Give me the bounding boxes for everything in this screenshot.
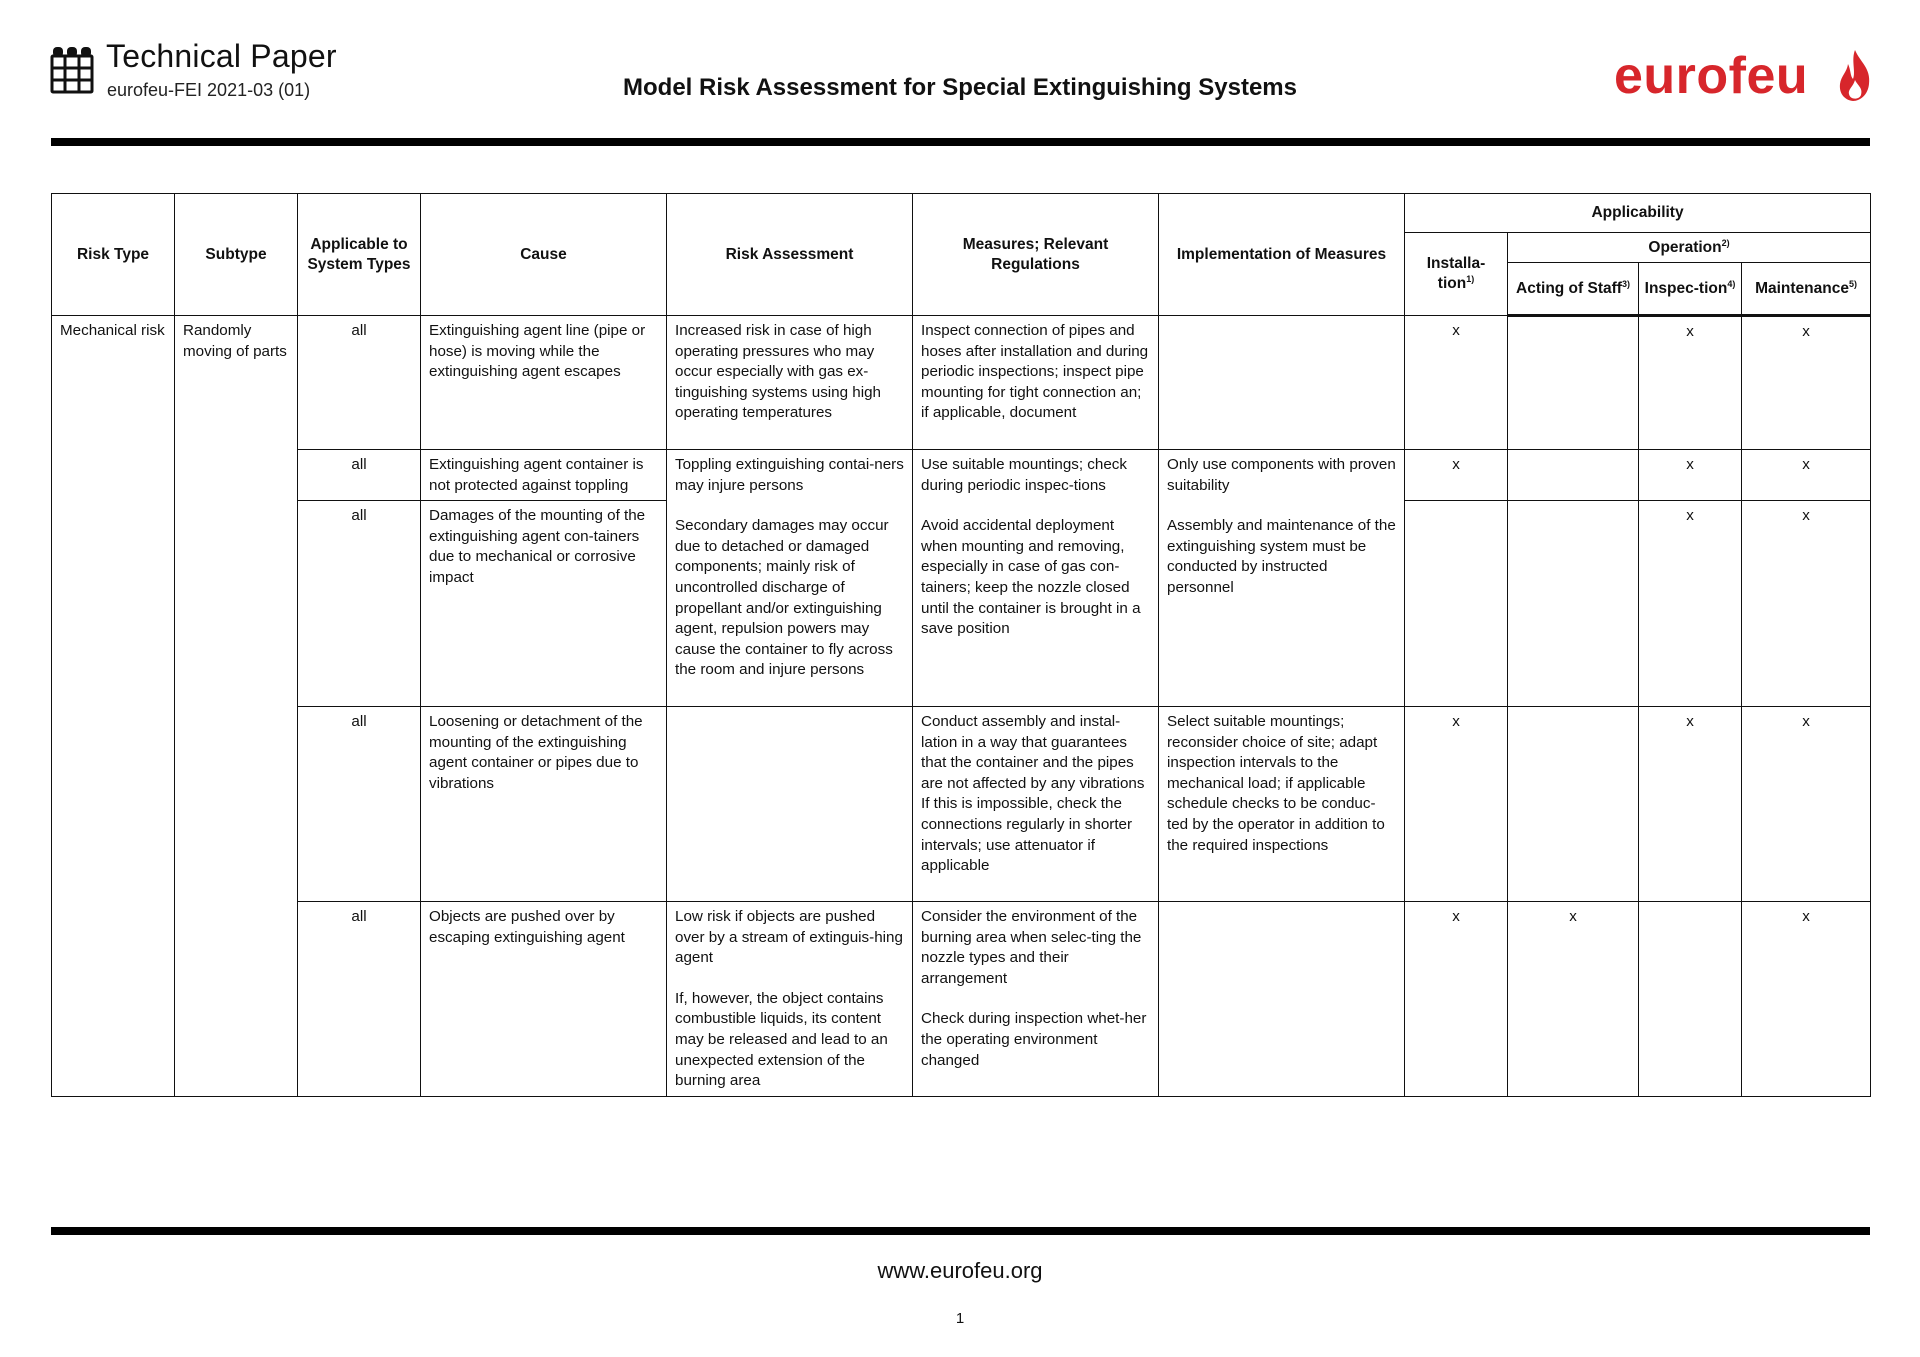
acting-staff-mark bbox=[1508, 316, 1639, 450]
risk-type-cell: Mechanical risk bbox=[52, 316, 175, 1097]
measures-cell bbox=[913, 450, 1159, 707]
header-risk-type: Risk Type bbox=[52, 194, 175, 316]
risk-assessment-paragraph: If, however, the object contains combustible liquids, its content may be released and lead to an unexpected extension of the burning area bbox=[675, 989, 888, 1090]
maintenance-footnote-mark: 5) bbox=[1848, 278, 1857, 289]
implementation-paragraph: Assembly and maintenance of the extinguishing system must be conducted by instructed personnel bbox=[1167, 517, 1396, 596]
header-measures: Measures; Relevant Regulations bbox=[913, 194, 1159, 316]
maintenance-mark: x bbox=[1742, 316, 1871, 450]
table-row bbox=[52, 902, 1871, 1097]
installation-mark: x bbox=[1405, 902, 1508, 1097]
cause-cell: Extinguishing agent container is not protected against toppling bbox=[421, 450, 667, 501]
page-number: 1 bbox=[955, 1310, 965, 1327]
inspection-mark: x bbox=[1639, 316, 1742, 450]
footer-rule bbox=[51, 1227, 1870, 1235]
risk-assessment-table bbox=[51, 193, 1871, 1097]
cause-cell: Damages of the mounting of the extinguishing agent con-tainers due to mechanical or corrosive impact bbox=[421, 501, 667, 707]
measures-cell: Inspect connection of pipes and hoses after installation and during periodic inspections; inspect pipe mounting for tight connection an; if applicable, document bbox=[913, 316, 1159, 450]
inspection-mark: x bbox=[1639, 450, 1742, 501]
maintenance-mark: x bbox=[1742, 902, 1871, 1097]
acting-staff-footnote-mark: 3) bbox=[1621, 278, 1630, 289]
installation-mark: x bbox=[1405, 707, 1508, 902]
risk-assessment-cell: Increased risk in case of high operating pressures who may occur especially with gas ex-tinguishing systems using high operating temperatures bbox=[667, 316, 913, 450]
inspection-mark: x bbox=[1639, 707, 1742, 902]
eurofeu-logo-text: eurofeu bbox=[1614, 47, 1809, 105]
header-rule bbox=[51, 138, 1870, 146]
header-subtype: Subtype bbox=[175, 194, 298, 316]
implementation-cell bbox=[1159, 902, 1405, 1097]
header-risk-assessment: Risk Assessment bbox=[667, 194, 913, 316]
table-row bbox=[52, 316, 1871, 450]
header-cause: Cause bbox=[421, 194, 667, 316]
measures-paragraph: Check during inspection whet-her the operating environment changed bbox=[921, 1010, 1147, 1069]
measures-cell: Conduct assembly and instal-lation in a way that guarantees that the container and the pipes are not affected by any vibrations If this is impossible, check the connections regularly in shorter intervals; use attenuator if applicable bbox=[913, 707, 1159, 902]
implementation-paragraph: Only use components with proven suitability bbox=[1167, 456, 1396, 494]
risk-assessment-cell bbox=[667, 902, 913, 1097]
table-row bbox=[52, 450, 1871, 501]
measures-cell bbox=[913, 902, 1159, 1097]
risk-assessment-paragraph: Toppling extinguishing contai-ners may injure persons bbox=[675, 456, 904, 494]
applicable-cell: all bbox=[298, 316, 421, 450]
applicable-cell: all bbox=[298, 450, 421, 501]
maintenance-mark: x bbox=[1742, 707, 1871, 902]
acting-staff-mark: x bbox=[1508, 902, 1639, 1097]
inspection-mark: x bbox=[1639, 501, 1742, 707]
header-operation: Operation$^{2)}$ bbox=[1508, 233, 1871, 263]
table-row bbox=[52, 707, 1871, 902]
risk-assessment-cell bbox=[667, 450, 913, 707]
implementation-cell bbox=[1159, 316, 1405, 450]
risk-assessment-paragraph: Low risk if objects are pushed over by a stream of extinguis-hing agent bbox=[675, 908, 903, 967]
header-implementation: Implementation of Measures bbox=[1159, 194, 1405, 316]
series-title: Technical Paper bbox=[106, 38, 337, 74]
measures-paragraph: Use suitable mountings; check during periodic inspec-tions bbox=[921, 456, 1127, 494]
header-installation: Installa-tion$^{1)}$ bbox=[1405, 233, 1508, 316]
inspection-mark bbox=[1639, 902, 1742, 1097]
header-maintenance: Maintenance$^{5)}$ bbox=[1742, 263, 1871, 316]
operation-footnote-mark: 2) bbox=[1721, 237, 1730, 248]
cause-cell: Loosening or detachment of the mounting of the extinguishing agent container or pipes due to vibrations bbox=[421, 707, 667, 902]
flame-logo-icon bbox=[1838, 48, 1872, 102]
risk-assessment-cell bbox=[667, 707, 913, 902]
acting-staff-mark bbox=[1508, 450, 1639, 501]
acting-staff-mark bbox=[1508, 707, 1639, 902]
cause-cell: Extinguishing agent line (pipe or hose) is moving while the extinguishing agent escapes bbox=[421, 316, 667, 450]
measures-paragraph: Avoid accidental deployment when mounting and removing, especially in case of gas con-tainers; keep the nozzle closed until the container is brought in a save position bbox=[921, 517, 1141, 638]
header-applicability: Applicability bbox=[1405, 194, 1871, 233]
document-id: eurofeu-FEI 2021-03 (01) bbox=[107, 80, 311, 100]
acting-staff-mark bbox=[1508, 501, 1639, 707]
footer-url[interactable]: www.eurofeu.org bbox=[877, 1258, 1043, 1283]
applicable-cell: all bbox=[298, 707, 421, 902]
maintenance-mark: x bbox=[1742, 501, 1871, 707]
header-applicable: Applicable to System Types bbox=[298, 194, 421, 316]
inspection-footnote-mark: 4) bbox=[1727, 278, 1736, 289]
installation-footnote-mark: 1) bbox=[1466, 273, 1475, 284]
risk-assessment-paragraph: Secondary damages may occur due to detached or damaged components; mainly risk of uncontrolled discharge of propellant and/or extinguishing agent, repulsion powers may cause the container to fly across the room and injure persons bbox=[675, 517, 893, 679]
header-inspection: Inspec-tion$^{4)}$ bbox=[1639, 263, 1742, 316]
applicable-cell: all bbox=[298, 501, 421, 707]
document-title: Model Risk Assessment for Special Extinguishing Systems bbox=[623, 74, 1297, 101]
subtype-cell: Randomly moving of parts bbox=[175, 316, 298, 1097]
implementation-cell bbox=[1159, 450, 1405, 707]
installation-mark: x bbox=[1405, 450, 1508, 501]
cause-cell: Objects are pushed over by escaping extinguishing agent bbox=[421, 902, 667, 1097]
installation-mark: x bbox=[1405, 316, 1508, 450]
applicable-cell: all bbox=[298, 902, 421, 1097]
maintenance-mark: x bbox=[1742, 450, 1871, 501]
measures-paragraph: Consider the environment of the burning area when selec-ting the nozzle types and their arrangement bbox=[921, 908, 1142, 987]
header-acting-staff: Acting of Staff$^{3)}$ bbox=[1508, 263, 1639, 316]
installation-mark bbox=[1405, 501, 1508, 707]
implementation-cell: Select suitable mountings; reconsider choice of site; adapt inspection intervals to the mechanical load; if applicable schedule checks to be conduc-ted by the operator in addition to the required inspections bbox=[1159, 707, 1405, 902]
